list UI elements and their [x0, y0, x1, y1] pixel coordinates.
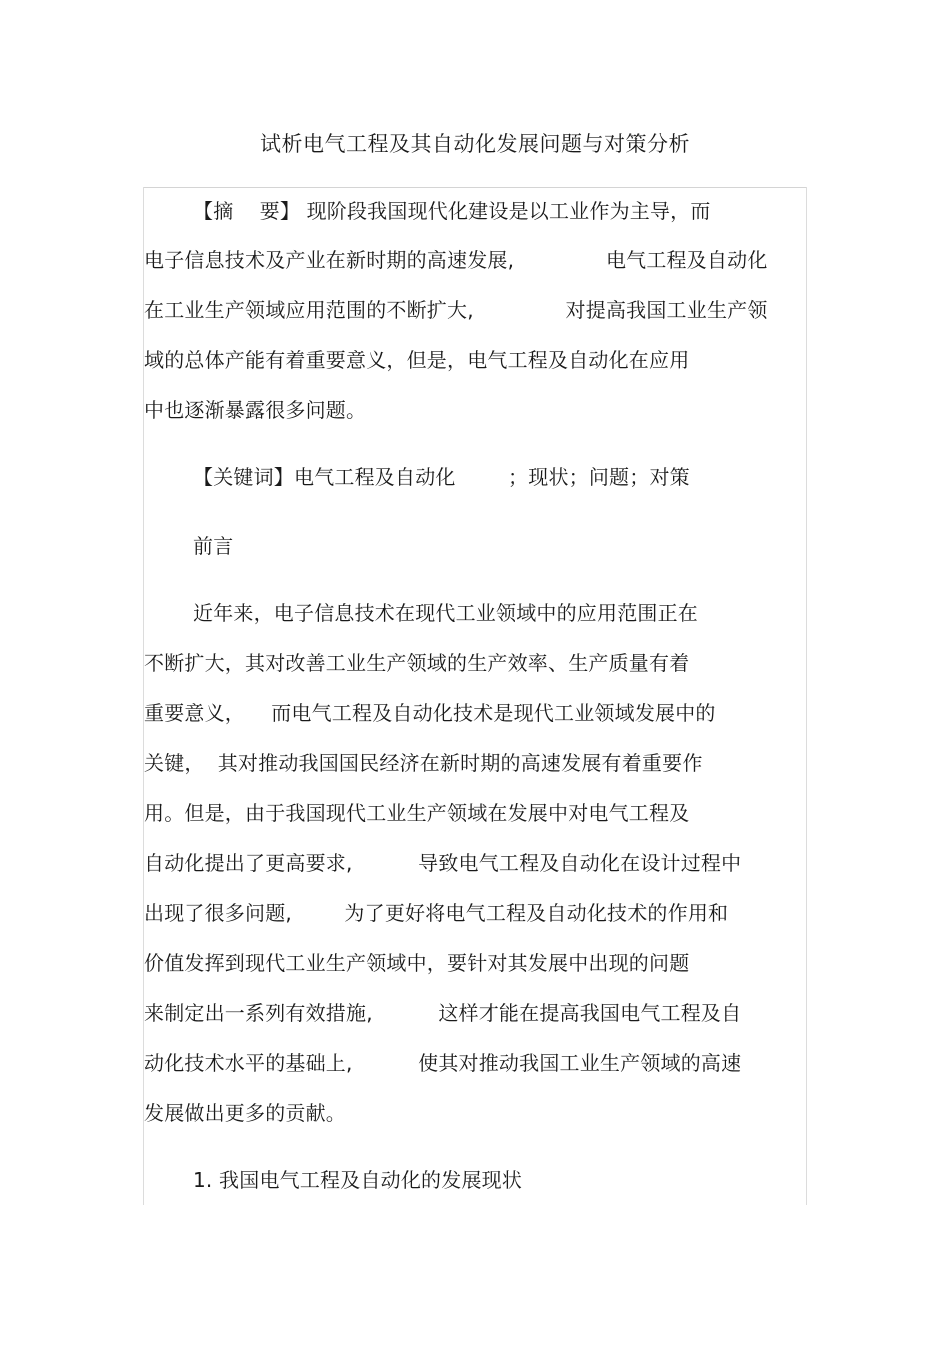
preface-heading: 前言	[193, 534, 234, 558]
document-title: 试析电气工程及其自动化发展问题与对策分析	[260, 132, 690, 156]
abstract-line: 在工业生产领域应用范围的不断扩大, 对提高我国工业生产领	[144, 298, 768, 322]
frame-top-border	[143, 187, 807, 188]
body-line: 自动化提出了更高要求, 导致电气工程及自动化在设计过程中	[144, 851, 742, 875]
body-line: 价值发挥到现代工业生产领域中，要针对其发展中出现的问题	[144, 951, 690, 975]
body-line: 不断扩大，其对改善工业生产领域的生产效率、生产质量有着	[144, 651, 690, 675]
body-line: 出现了很多问题, 为了更好将电气工程及自动化技术的作用和	[144, 901, 729, 925]
body-line: 发展做出更多的贡献。	[144, 1101, 346, 1125]
body-line: 来制定出一系列有效措施, 这样才能在提高我国电气工程及自	[144, 1001, 742, 1025]
abstract-line: 电子信息技术及产业在新时期的高速发展, 电气工程及自动化	[144, 248, 768, 272]
frame-right-border	[806, 187, 807, 1205]
abstract-line: 中也逐渐暴露很多问题。	[144, 398, 367, 422]
body-line: 重要意义， 而电气工程及自动化技术是现代工业领域发展中的	[144, 701, 716, 725]
body-line: 近年来，电子信息技术在现代工业领域中的应用范围正在	[193, 601, 698, 625]
keywords-line: 【关键词】电气工程及自动化 ；现状；问题；对策	[193, 465, 690, 489]
body-line: 用。但是，由于我国现代工业生产领域在发展中对电气工程及	[144, 801, 690, 825]
section-heading: 1. 我国电气工程及自动化的发展现状	[193, 1168, 523, 1192]
body-line: 关键， 其对推动我国国民经济在新时期的高速发展有着重要作	[144, 751, 703, 775]
abstract-line: 【摘 要】 现阶段我国现代化建设是以工业作为主导，而	[193, 199, 711, 223]
body-line: 动化技术水平的基础上, 使其对推动我国工业生产领域的高速	[144, 1051, 742, 1075]
abstract-line: 域的总体产能有着重要意义，但是，电气工程及自动化在应用	[144, 348, 690, 372]
